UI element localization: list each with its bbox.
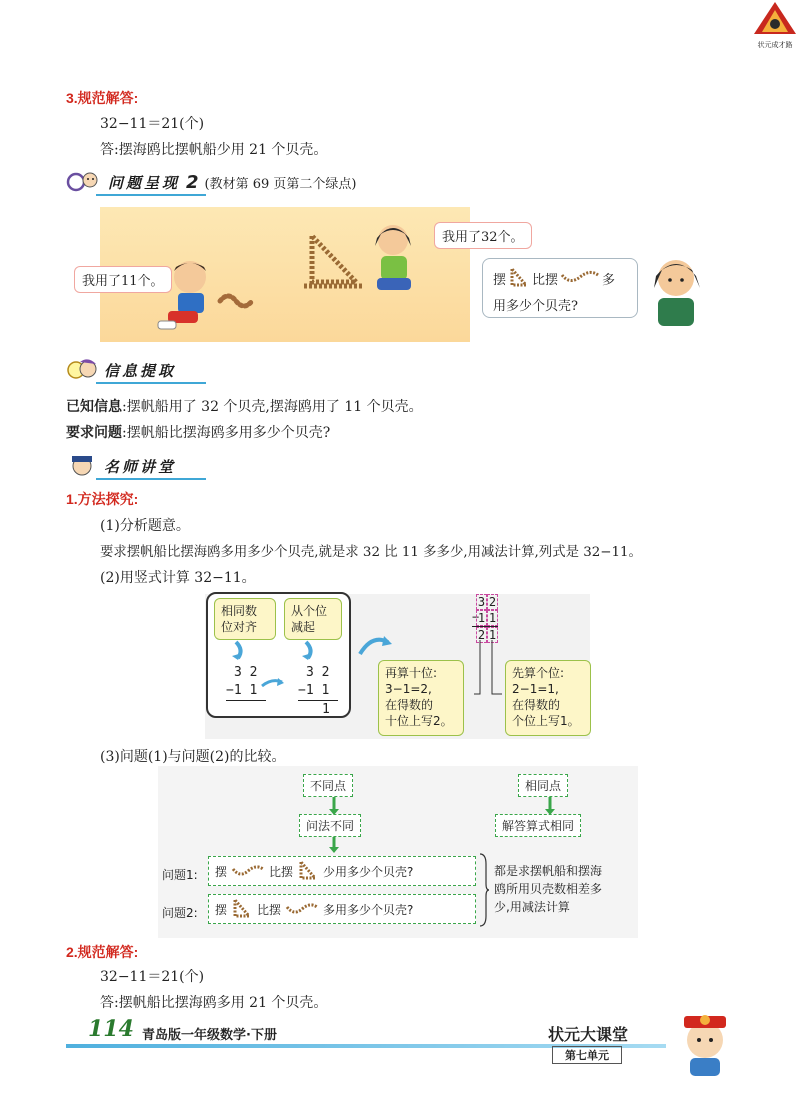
sec3-equation: 32−11＝21(个) [100,116,205,132]
tens-line4: 十位上写2。 [385,714,453,728]
q2-word-b: 比摆 [257,902,282,917]
brand-name: 状元大课堂 [548,1025,629,1044]
unit-label: 第七单元 [552,1046,622,1064]
align-tip-line2: 位对齐 [221,620,258,634]
align-tip [214,598,276,640]
tens-step-box [378,660,464,736]
ask-text: :摆帆船比摆海鸥多用多少个贝壳? [122,425,331,441]
same-label: 相同点 [518,774,568,797]
tens-line3: 在得数的 [385,698,434,712]
girl-speech-bubble: 我用了32个。 [434,222,532,249]
q2-box [208,894,476,924]
tens-line1: 再算十位: [385,666,438,680]
lecture-title: 名师讲堂 [104,457,177,476]
sailboat-icon [508,267,530,289]
q1-label: 问题1: [162,868,198,882]
summary-line2: 鸥所用贝壳数相差多 [494,882,603,896]
calc-right-top: 3 2 [306,665,330,680]
magnifier-kid-icon [66,170,102,194]
info-underline [96,382,206,384]
ask-line-2: 用多少个贝壳? [493,299,578,314]
logo-icon [752,0,798,36]
corner-logo [752,0,798,48]
q1-sailboat-icon [297,860,319,882]
problem2-note: (教材第 69 页第二个绿点) [204,176,357,192]
logo-text: 状元成才路 [757,41,793,49]
shell-sailboat-icon [300,232,370,292]
same-detail: 解答算式相同 [495,814,581,837]
calc-left-top: 3 2 [234,665,258,680]
summary-line1: 都是求摆帆船和摆海 [494,864,603,878]
known-label: 已知信息 [66,399,122,415]
q1-seagull-icon [231,863,265,879]
right-arrow-icon [260,676,286,690]
grid-r2-tens: 1 [477,611,486,625]
page-number: 114 [88,1016,134,1042]
sec2-answer: 答:摆帆船比摆海鸥多用 21 个贝壳。 [100,995,328,1011]
result-pointer-lines [472,640,512,700]
sec3-answer: 答:摆海鸥比摆帆船少用 21 个贝壳。 [100,142,328,158]
grid-r2-minus: − [472,610,480,624]
digit-grid [472,594,498,643]
grid-r3-ones: 1 [488,628,497,642]
book-title: 青岛版一年级数学·下册 [142,1028,277,1043]
tens-line2: 3−1=2, [385,682,432,696]
grid-r1-tens: 3 [477,595,486,609]
grid-r3-tens: 2 [477,628,486,642]
q1-word-b: 比摆 [269,864,294,879]
compare-arrows [320,795,580,855]
problem2-number: 2 [186,171,199,193]
calc-right-sub: −1 1 [298,683,330,698]
lecture-header [66,454,176,478]
question-box [482,258,638,318]
q2-word-a: 摆 [215,902,228,917]
ask-info [66,422,330,442]
align-tip-line1: 相同数 [221,604,258,618]
step1-title: (1)分析题意。 [100,518,190,534]
grid-r1-ones: 2 [488,595,497,609]
step2-title: (2)用竖式计算 32−11。 [100,570,256,586]
step1-text: 要求摆帆船比摆海鸥多用多少个贝壳,就是求 32 比 11 多多少,用减法计算,列式是 32−11。 [100,545,642,560]
brace-icon [478,852,490,928]
ask-word-1: 摆 [493,272,507,288]
problem2-header [66,170,357,194]
ones-step-box [505,660,591,736]
problem2-title: 问题呈现 [108,173,181,192]
ones-line4: 个位上写1。 [512,714,580,728]
mascot-illustration [670,1010,740,1078]
sec2-equation: 32−11＝21(个) [100,969,205,985]
sec3-heading: 3.规范解答: [66,90,139,106]
step3-title: (3)问题(1)与问题(2)的比较。 [100,749,286,765]
start-tip-line2: 减起 [291,620,316,634]
q1-word-a: 摆 [215,864,228,879]
sec2-heading: 2.规范解答: [66,944,139,960]
calc-right-partial: 1 [322,702,330,717]
q1-box [208,856,476,886]
q2-label: 问题2: [162,906,198,920]
grid-r2-ones: 1 [488,611,497,625]
q2-word-c: 多用多少个贝壳? [323,902,414,917]
calc-right [298,664,338,719]
ask-word-3: 多 [602,272,616,288]
girl-portrait-illustration [646,252,708,332]
start-tip [284,598,342,640]
ask-label: 要求问题 [66,425,122,441]
boy-speech-bubble: 我用了11个。 [74,266,172,293]
method-heading: 1.方法探究: [66,491,139,507]
q2-seagull-icon [285,901,319,917]
q2-sailboat-icon [231,898,253,920]
curved-arrow-icon [358,632,394,656]
ones-line3: 在得数的 [512,698,561,712]
ask-word-2: 比摆 [532,272,559,288]
diff-detail: 问法不同 [299,814,361,837]
lecture-underline [96,478,206,480]
ones-line2: 2−1=1, [512,682,559,696]
problem2-underline [96,194,206,196]
known-text: :摆帆船用了 32 个贝壳,摆海鸥用了 11 个贝壳。 [122,399,423,415]
calc-left-sub: −1 1 [226,683,258,698]
summary-line3: 少,用减法计算 [494,900,570,914]
ones-line1: 先算个位: [512,666,565,680]
q1-word-c: 少用多少个贝壳? [323,864,414,879]
girl-illustration [365,220,425,300]
info-title: 信息提取 [104,361,177,380]
known-info [66,396,423,416]
lightbulb-kid-icon [66,358,98,382]
boy-illustration [150,255,260,340]
teacher-icon [66,454,98,478]
down-arrows-icon [224,640,344,662]
seagull-icon [560,269,600,287]
compare-summary [494,862,602,916]
diff-label: 不同点 [303,774,353,797]
start-tip-line1: 从个位 [291,604,328,618]
info-header [66,358,176,382]
